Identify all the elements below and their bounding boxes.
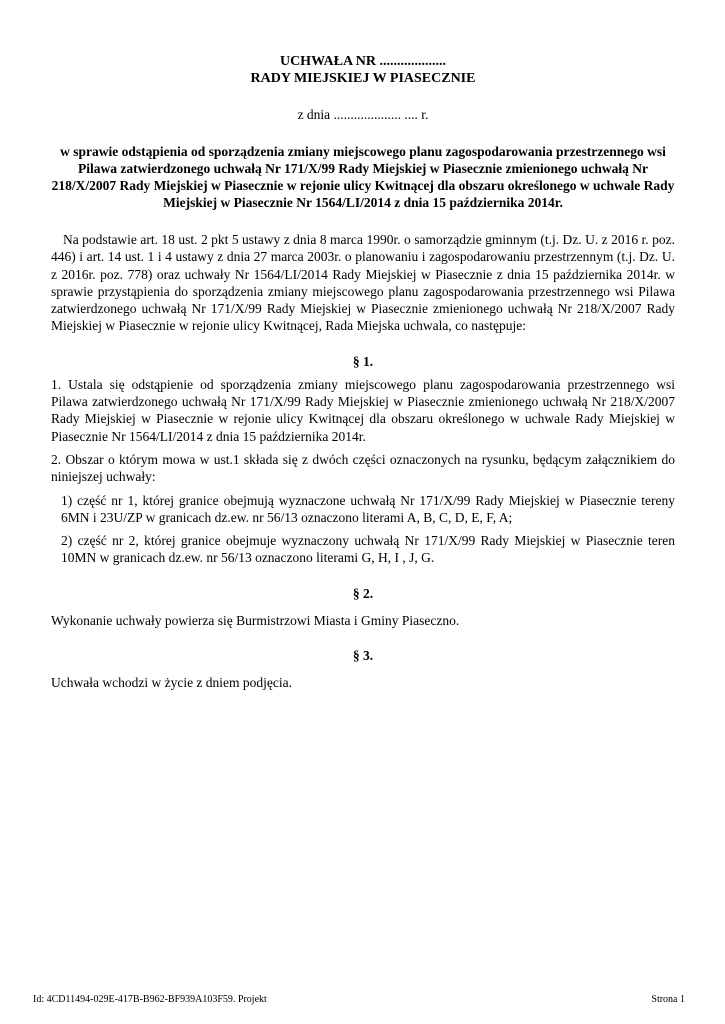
legal-basis-paragraph: Na podstawie art. 18 ust. 2 pkt 5 ustawy z dnia 8 marca 1990r. o samorządzie gminnym (t.j. Dz. U. z 2016 r. poz. 446) i art. 14 ust. 1 i 4 ustawy z dnia 27 marca 2003r. o planowaniu i zagospodarowaniu przestrzennym (t.j. Dz. U. z 2016r. poz. 778) oraz uchwały Nr 1564/LI/2014 Rady Miejskiej w Piasecznie z dnia 15 października 2014r. w sprawie przystąpienia do sporządzenia zmiany miejscowego planu zagospodarowania przestrzennego wsi Pilawa zatwierdzonego uchwałą Nr 171/X/99 Rady Miejskiej w Piasecznie zmienionego uchwałą Nr 218/X/2007 Rady Miejskiej w Piasecznie w rejonie ulicy Kwitnącej, Rada Miejska uchwala, co następuje: <box>51 232 675 334</box>
section-1-heading: § 1. <box>352 353 374 369</box>
section-1-item-1: 1. Ustala się odstąpienie od sporządzenia zmiany miejscowego planu zagospodarowania przestrzennego wsi Pilawa zatwierdzonego uchwałą Nr 171/X/99 Rady Miejskiej w Piasecznie zmienionego uchwałą Nr 218/X/2007 Rady Miejskiej w Piasecznie w rejonie ulicy Kwitnącej dla obszaru określonego w uchwale Rady Miejskiej w Piasecznie Nr 1564/LI/2014 z dnia 15 października 2014r. <box>51 376 675 444</box>
resolution-subject: w sprawie odstąpienia od sporządzenia zmiany miejscowego planu zagospodarowania przestrzennego wsi Pilawa zatwierdzonego uchwałą Nr 171/X/99 Rady Miejskiej w Piasecznie zmienionego uchwałą Nr 218/X/2007 Rady Miejskiej w Piasecznie w rejonie ulicy Kwitnącej dla obszaru określonego w uchwale Rady Miejskiej w Piasecznie Nr 1564/LI/2014 z dnia 15 października 2014r. <box>51 144 675 210</box>
page-number: Strona 1 <box>651 994 685 1005</box>
document-id: Id: 4CD11494-029E-417B-B962-BF939A103F59. Projekt <box>33 994 267 1005</box>
section-2-heading: § 2. <box>352 585 374 601</box>
council-name: RADY MIEJSKIEJ W PIASECZNIE <box>250 71 476 86</box>
resolution-date: z dnia .................... .... r. <box>297 107 429 122</box>
section-1-item-2: 2. Obszar o którym mowa w ust.1 składa się z dwóch części oznaczonych na rysunku, będącym załącznikiem do niniejszej uchwały: <box>51 451 675 485</box>
section-2-text: Wykonanie uchwały powierza się Burmistrzowi Miasta i Gminy Piaseczno. <box>51 612 460 628</box>
section-3-heading: § 3. <box>352 648 374 664</box>
page-footer <box>33 994 685 1005</box>
resolution-number: UCHWAŁA NR ................... <box>279 54 447 69</box>
section-1-subitem-1: 1) część nr 1, której granice obejmują wyznaczone uchwałą Nr 171/X/99 Rady Miejskiej w Piasecznie tereny 6MN i 23U/ZP w granicach dz.ew. nr 56/13 oznaczono literami A, B, C, D, E, F, A; <box>61 492 675 525</box>
document-page <box>51 48 675 691</box>
section-3-text: Uchwała wchodzi w życie z dniem podjęcia. <box>51 675 293 691</box>
section-1-subitem-2: 2) część nr 2, której granice obejmuje wyznaczony uchwałą Nr 171/X/99 Rady Miejskiej w Piasecznie teren 10MN w granicach dz.ew. nr 56/13 oznaczono literami G, H, I , J, G. <box>61 533 675 566</box>
